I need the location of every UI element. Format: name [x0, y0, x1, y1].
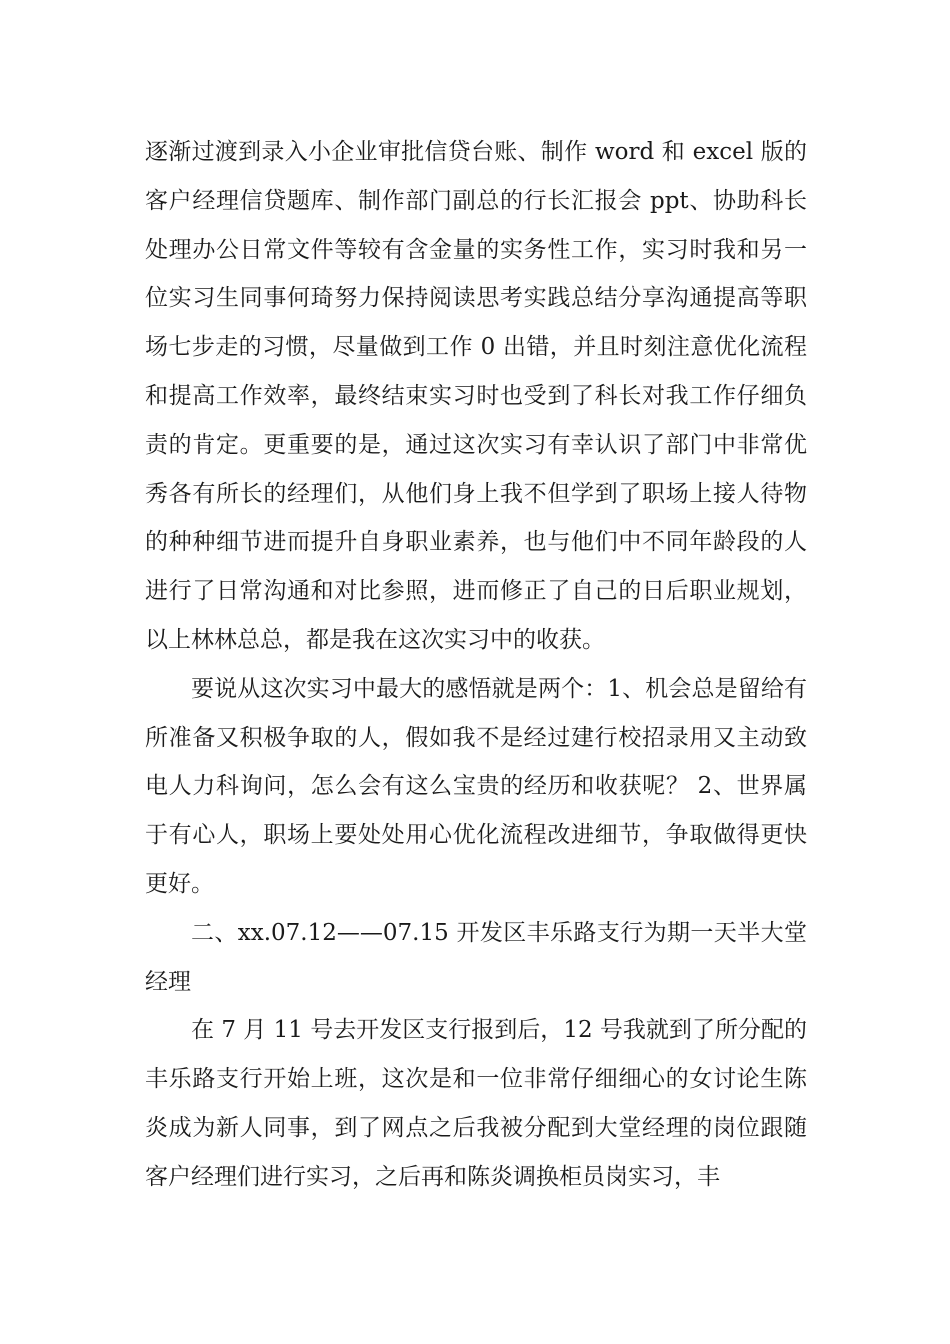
paragraph-1: 逐渐过渡到录入小企业审批信贷台账、制作 word 和 excel 版的客户经理信贷题库、制作部门副总的行长汇报会 ppt、协助科长处理办公日常文件等较有含金量的实务性工作，实习时我和另一位实习生同事何琦努力保持阅读思考实践总结分享沟通提高等职场七步走的习惯，尽量做到工作 0 出错，并且时刻注意优化流程和提高工作效率，最终结束实习时也受到了科长对我工作仔细负责的肯定。更重要的是，通过这次实习有幸认识了部门中非常优秀各有所长的经理们，从他们身上我不但学到了职场上接人待物的种种细节进而提升自身职业素养，也与他们中不同年龄段的人进行了日常沟通和对比参照，进而修正了自己的日后职业规划，以上林林总总，都是我在这次实习中的收获。 — [145, 139, 807, 653]
paragraph-2: 要说从这次实习中最大的感悟就是两个：1、机会总是留给有所准备又积极争取的人，假如我不是经过建行校招录用又主动致电人力科询问，怎么会有这么宝贵的经历和收获呢？ 2、世界属于有心人，职场上要处处用心优化流程改进细节，争取做得更快更好。 — [145, 675, 807, 897]
document-body — [145, 128, 807, 1202]
section-heading: 二、xx.07.12——07.15 开发区丰乐路支行为期一天半大堂经理 — [145, 919, 807, 995]
paragraph-3: 在 7 月 11 号去开发区支行报到后，12 号我就到了所分配的丰乐路支行开始上班，这次是和一位非常仔细细心的女讨论生陈炎成为新人同事，到了网点之后我被分配到大堂经理的岗位跟随客户经理们进行实习，之后再和陈炎调换柜员岗实习，丰 — [145, 1017, 807, 1190]
